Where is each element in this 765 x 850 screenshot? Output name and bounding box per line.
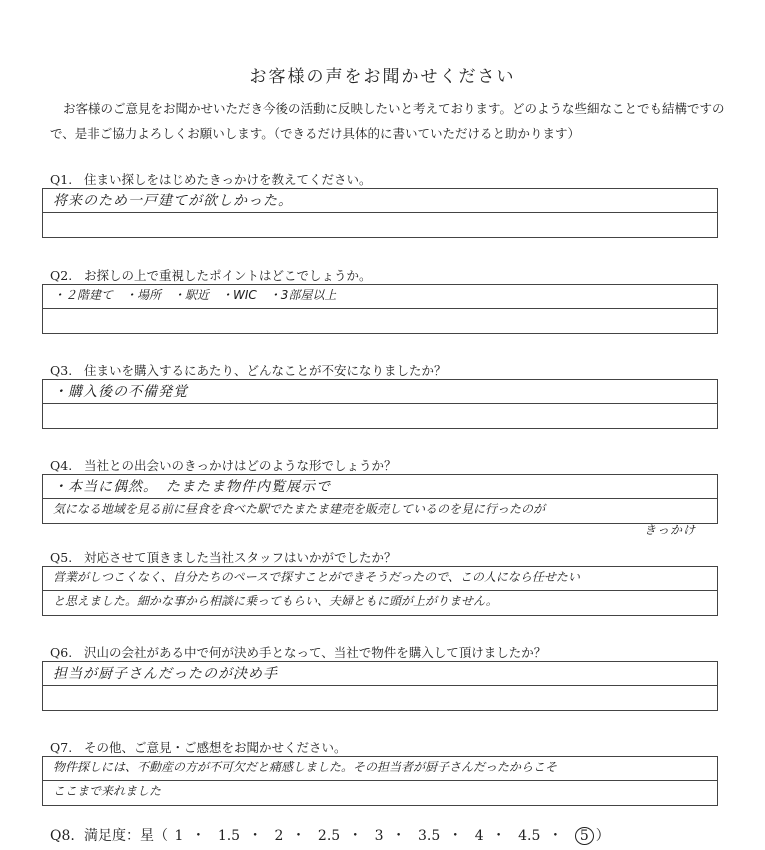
answer-line — [43, 380, 717, 404]
rating-option[interactable]: 1 — [174, 828, 184, 844]
question-6 — [50, 643, 546, 661]
question-number: Q1. — [50, 172, 73, 187]
question-7 — [50, 738, 347, 756]
rating-option[interactable]: 4.5 — [518, 828, 541, 844]
question-2 — [50, 266, 372, 284]
answer-line — [43, 309, 717, 333]
answer-line — [43, 757, 717, 781]
satisfaction-rating: Q8. 満足度：星（ 1 ・ 1.5 ・ 2 ・ 2.5 ・ 3 ・ 3.5 ・ 4 ・ 4.5 ・ 5 ） — [50, 828, 610, 844]
rating-close: ） — [595, 828, 610, 844]
answer-line — [43, 404, 717, 428]
rating-option[interactable]: 3.5 — [418, 828, 441, 844]
question-number: Q7. — [50, 740, 73, 755]
answer-line — [43, 686, 717, 710]
question-4 — [50, 456, 397, 474]
rating-option-selected[interactable]: 5 — [575, 827, 594, 845]
rating-option[interactable]: 2 — [274, 828, 284, 844]
question-3 — [50, 361, 447, 379]
answer-text: きっかけ — [643, 523, 696, 537]
question-number: Q8. — [50, 828, 75, 844]
answer-box-4 — [42, 474, 718, 524]
question-number: Q6. — [50, 645, 73, 660]
answer-text: ・２階建て ・場所 ・駅近 ・WIC ・3部屋以上 — [53, 288, 337, 302]
answer-line — [43, 213, 717, 237]
answer-line — [43, 189, 717, 213]
question-text: 沢山の会社がある中で何が決め手となって、当社で物件を購入して頂けましたか？ — [84, 645, 547, 660]
answer-box-6 — [42, 661, 718, 711]
question-1 — [50, 170, 372, 188]
answer-text: ・購入後の不備発覚 — [53, 384, 188, 400]
answer-text: 将来のため一戸建てが欲しかった。 — [53, 193, 293, 209]
answer-overflow-4 — [42, 520, 718, 538]
answer-text: 営業がしつこくなく、自分たちのペースで探すことができそうだったので、この人になら任せたい — [53, 570, 580, 584]
answer-box-5 — [42, 566, 718, 616]
rating-label: 満足度：星（ — [84, 828, 168, 844]
question-text: 対応させて頂きました当社スタッフはいかがでしたか？ — [84, 550, 397, 565]
answer-text: ・本当に偶然。 たまたま物件内覧展示で — [53, 479, 331, 495]
rating-option[interactable]: 2.5 — [317, 828, 341, 844]
question-text: 住まいを購入するにあたり、どんなことが不安になりましたか？ — [84, 363, 447, 378]
answer-line — [43, 781, 717, 805]
question-text: お探しの上で重視したポイントはどこでしょうか。 — [84, 268, 372, 283]
answer-line — [43, 662, 717, 686]
question-text: その他、ご意見・ご感想をお聞かせください。 — [84, 740, 347, 755]
answer-text: 物件探しには、不動産の方が不可欠だと痛感しました。その担当者が厨子さんだったからこそ — [53, 760, 558, 774]
question-number: Q4. — [50, 458, 73, 473]
question-number: Q5. — [50, 550, 73, 565]
answer-box-2 — [42, 284, 718, 334]
page-title: お客様の声をお聞かせください — [249, 67, 516, 87]
answer-box-7 — [42, 756, 718, 806]
question-number: Q3. — [50, 363, 73, 378]
answer-text: ここまで来れました — [53, 784, 162, 798]
question-number: Q2. — [50, 268, 73, 283]
rating-option[interactable]: 4 — [474, 828, 484, 844]
answer-text: と思えました。細かな事から相談に乗ってもらい、夫婦ともに頭が上がりません。 — [53, 594, 498, 608]
answer-line — [43, 285, 717, 309]
question-5 — [50, 548, 397, 566]
intro-text: お客様のご意見をお聞かせいただき今後の活動に反映したいと考えております。どのような些細なことでも結構ですので、是非ご協力よろしくお願いします。（できるだけ具体的に書いていただけると助かります） — [50, 101, 725, 141]
rating-option[interactable]: 1.5 — [217, 828, 241, 844]
question-text: 当社との出会いのきっかけはどのような形でしょうか？ — [84, 458, 397, 473]
answer-line — [43, 475, 717, 499]
rating-option[interactable]: 3 — [374, 828, 384, 844]
answer-line — [43, 567, 717, 591]
answer-box-1 — [42, 188, 718, 238]
answer-box-3 — [42, 379, 718, 429]
answer-line — [43, 591, 717, 615]
question-text: 住まい探しをはじめたきっかけを教えてください。 — [84, 172, 372, 187]
answer-text: 担当が厨子さんだったのが決め手 — [53, 666, 278, 682]
answer-text: 気になる地域を見る前に昼食を食べた駅でたまたま建売を販売しているのを見に行ったのが — [53, 502, 546, 516]
